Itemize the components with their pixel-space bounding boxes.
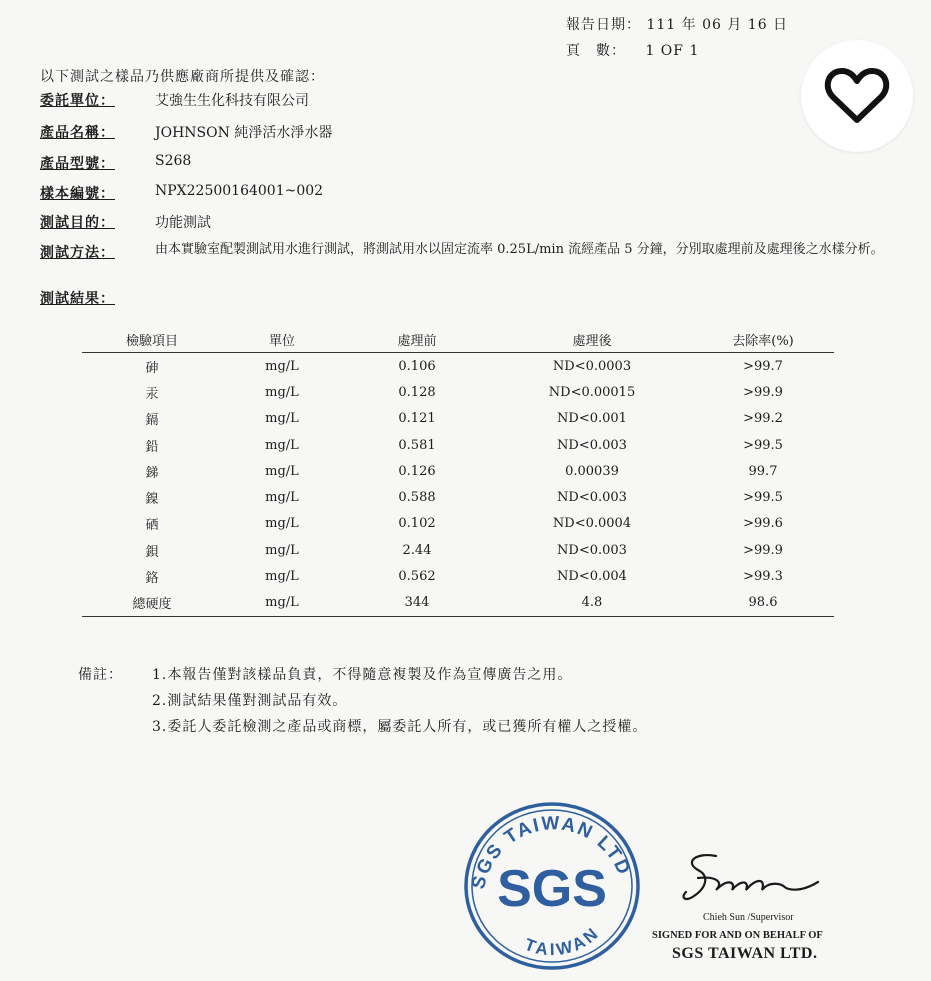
- cell-item: 硒: [145, 518, 159, 534]
- notes-label: 備註：: [78, 667, 123, 683]
- cell-before: 0.581: [398, 437, 436, 453]
- heart-icon: [824, 67, 890, 125]
- field-value-product-name: JOHNSON 純淨活水淨水器: [155, 125, 333, 141]
- cell-before: 0.102: [398, 516, 436, 532]
- favorite-button[interactable]: [801, 40, 913, 152]
- sgs-stamp: [458, 794, 646, 974]
- cell-before: 0.106: [398, 358, 436, 374]
- field-value-purpose: 功能測試: [155, 215, 211, 231]
- cell-after: ND<0.003: [557, 490, 627, 506]
- cell-after: ND<0.003: [557, 542, 627, 558]
- cell-unit: mg/L: [265, 490, 299, 506]
- table-row: [82, 511, 834, 537]
- note-3: 3.委託人委託檢測之產品或商標，屬委託人所有，或已獲所有權人之授權。: [152, 719, 648, 735]
- cell-item: 銻: [145, 465, 159, 481]
- cell-removal: >99.2: [743, 411, 783, 427]
- report-date-label: 報告日期：: [566, 17, 641, 33]
- intro-text: 以下測試之樣品乃供應廠商所提供及確認：: [40, 69, 325, 85]
- field-label-sample-no: 樣本編號：: [40, 186, 115, 202]
- cell-removal: 98.6: [692, 590, 834, 617]
- signer-company: SGS TAIWAN LTD.: [672, 945, 818, 962]
- cell-removal: >99.6: [743, 516, 783, 532]
- cell-unit: mg/L: [265, 569, 299, 585]
- col-header-removal: 去除率(%): [692, 326, 834, 353]
- cell-before: 0.126: [398, 463, 436, 479]
- page-count: [566, 40, 699, 60]
- page-count-label: 頁 數：: [566, 43, 626, 59]
- cell-unit: mg/L: [222, 590, 342, 617]
- cell-item: 鉻: [145, 571, 159, 587]
- cell-before: 2.44: [402, 542, 432, 558]
- cell-before: 0.121: [398, 411, 436, 427]
- cell-unit: mg/L: [265, 463, 299, 479]
- field-value-model: S268: [155, 153, 192, 169]
- table-row: [82, 406, 834, 432]
- cell-item: 鉛: [145, 439, 159, 455]
- col-header-item: 檢驗項目: [82, 326, 222, 353]
- field-value-method: 由本實驗室配製測試用水進行測試，將測試用水以固定流率 0.25L/min 流經產品 5 分鐘，分別取處理前及處理後之水樣分析。: [155, 242, 884, 257]
- cell-before: 0.588: [398, 490, 436, 506]
- signed-for-text: SIGNED FOR AND ON BEHALF OF: [652, 930, 823, 941]
- cell-before: 0.128: [398, 384, 436, 400]
- stamp-center-text: SGS: [497, 860, 607, 918]
- cell-item: 汞: [145, 386, 159, 402]
- note-1: 1.本報告僅對該樣品負責，不得隨意複製及作為宣傳廣告之用。: [152, 667, 573, 683]
- table-row: [82, 353, 834, 380]
- cell-item: 鎘: [145, 413, 159, 429]
- stamp-top-text: SGS TAIWAN LTD: [468, 813, 635, 892]
- cell-item: 砷: [145, 360, 159, 376]
- table-row: [82, 590, 834, 617]
- cell-unit: mg/L: [265, 411, 299, 427]
- cell-after: ND<0.001: [557, 411, 627, 427]
- cell-after: ND<0.004: [557, 569, 627, 585]
- cell-item: 鋇: [145, 544, 159, 560]
- field-value-sample-no: NPX22500164001~002: [155, 183, 324, 199]
- cell-item: 鎳: [145, 492, 159, 508]
- col-header-after: 處理後: [492, 326, 692, 353]
- cell-removal: >99.5: [743, 490, 783, 506]
- cell-after: ND<0.0003: [552, 358, 632, 374]
- cell-after: ND<0.003: [557, 437, 627, 453]
- cell-unit: mg/L: [265, 437, 299, 453]
- table-header-row: [82, 326, 834, 353]
- table-row: [82, 537, 834, 563]
- col-header-before: 處理前: [342, 326, 492, 353]
- cell-after: 0.00039: [565, 463, 619, 479]
- table-row: [82, 432, 834, 458]
- results-table: [82, 326, 834, 617]
- cell-removal: >99.7: [743, 358, 783, 374]
- cell-removal: >99.9: [743, 384, 783, 400]
- results-label: 測試結果：: [40, 291, 115, 307]
- field-label-purpose: 測試目的：: [40, 215, 115, 231]
- note-2: 2.測試結果僅對測試品有效。: [152, 693, 348, 709]
- cell-removal: >99.5: [743, 437, 783, 453]
- cell-item: 總硬度: [82, 590, 222, 617]
- handwritten-signature: [676, 848, 826, 910]
- cell-unit: mg/L: [265, 358, 299, 374]
- cell-removal: >99.3: [743, 569, 783, 585]
- field-value-client: 艾強生生化科技有限公司: [155, 93, 309, 109]
- svg-text:TAIWAN: [522, 923, 604, 960]
- cell-removal: >99.9: [743, 542, 783, 558]
- col-header-unit: 單位: [222, 326, 342, 353]
- table-row: [82, 379, 834, 405]
- table-row: [82, 484, 834, 510]
- cell-unit: mg/L: [265, 384, 299, 400]
- page-count-value: 1 OF 1: [645, 43, 700, 59]
- cell-unit: mg/L: [265, 516, 299, 532]
- field-label-product-name: 產品名稱：: [40, 125, 115, 141]
- cell-before: 344: [342, 590, 492, 617]
- field-label-model: 產品型號：: [40, 156, 115, 172]
- cell-removal: 99.7: [748, 463, 778, 479]
- cell-after: 4.8: [492, 590, 692, 617]
- cell-unit: mg/L: [265, 542, 299, 558]
- report-date-value: 111 年 06 月 16 日: [646, 17, 789, 33]
- field-label-client: 委託單位：: [40, 93, 115, 109]
- cell-after: ND<0.00015: [548, 384, 636, 400]
- cell-before: 0.562: [398, 569, 436, 585]
- field-label-method: 測試方法：: [40, 245, 115, 261]
- stamp-bottom-text: TAIWAN: [521, 922, 604, 960]
- report-date: [566, 14, 788, 34]
- table-row: [82, 563, 834, 589]
- table-row: [82, 458, 834, 484]
- signer-name-title: Chieh Sun /Supervisor: [703, 912, 794, 923]
- cell-after: ND<0.0004: [552, 516, 632, 532]
